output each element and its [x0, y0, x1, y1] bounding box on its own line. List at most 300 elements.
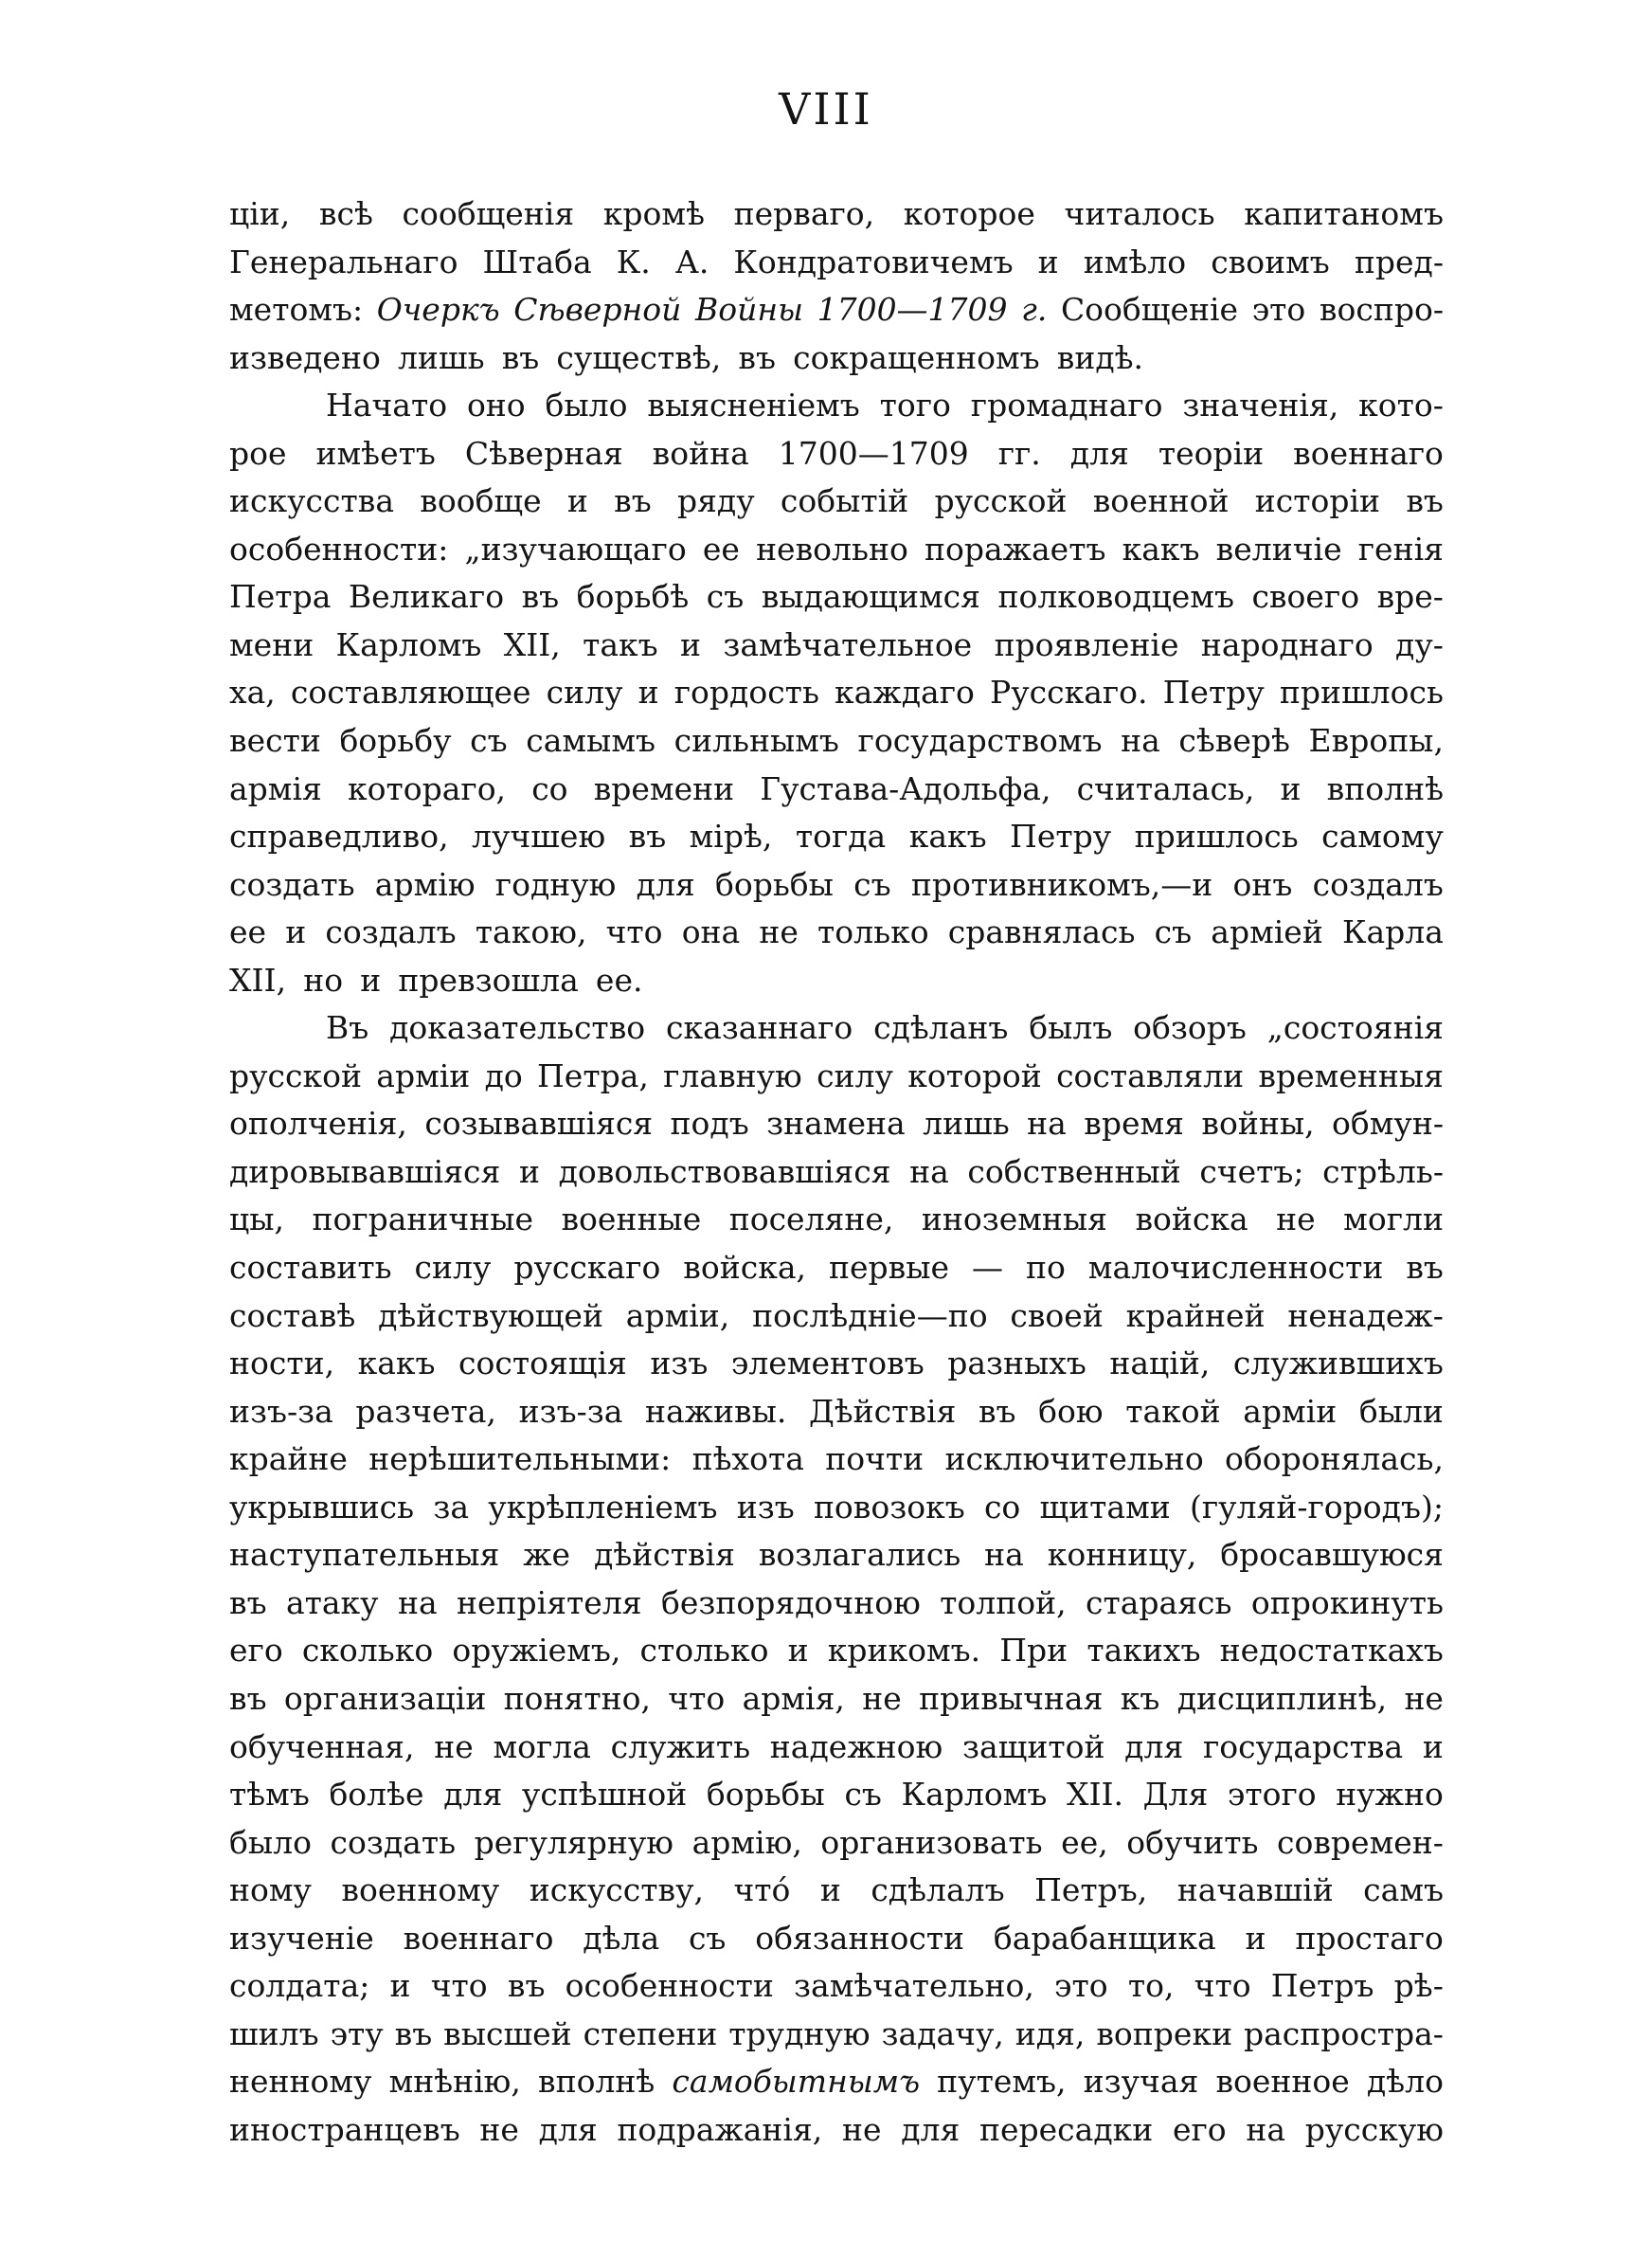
word: въ: [229, 1679, 267, 1717]
word: выдающимся: [761, 578, 980, 616]
word: военному: [341, 1871, 500, 1909]
word: первые: [828, 1249, 950, 1287]
word: которое: [903, 195, 1035, 232]
word: оружіемъ,: [452, 1632, 621, 1670]
word: вопреки: [1096, 2014, 1233, 2052]
word: военнаго: [403, 1919, 554, 1957]
word: недостаткахъ: [1219, 1632, 1444, 1670]
word: малочисленности: [1087, 1249, 1384, 1287]
word: народнаго: [1200, 625, 1374, 663]
word: ее.: [595, 961, 643, 999]
word: непріятеля: [457, 1583, 642, 1621]
word: замѣчательное: [723, 625, 973, 663]
word: времени: [593, 769, 735, 807]
word: для: [901, 2110, 961, 2148]
word: и: [1422, 1727, 1444, 1765]
word: было: [229, 1823, 312, 1861]
word: имѣло: [1083, 243, 1187, 280]
word: военные: [561, 1201, 702, 1238]
text-line: [229, 717, 1444, 766]
word: ополченія,: [229, 1105, 407, 1143]
word: создалъ: [1312, 865, 1444, 903]
word: самымъ: [526, 722, 655, 760]
word: въ: [1406, 482, 1444, 520]
text-line: [229, 1724, 1444, 1772]
word: Карла: [1341, 913, 1444, 951]
word: видѣ.: [1056, 338, 1144, 376]
word: г.: [1021, 291, 1048, 329]
word: не: [759, 913, 799, 951]
word: иноземныя: [921, 1201, 1107, 1238]
word: счетъ;: [1199, 1152, 1304, 1190]
word: Генеральнаго: [229, 243, 458, 280]
word: сказаннаго: [665, 1009, 853, 1047]
word: барабанщика: [993, 1919, 1216, 1957]
word: элементовъ: [730, 1345, 925, 1382]
word: ности,: [229, 1345, 335, 1382]
word: ду-: [1395, 625, 1444, 663]
text-line: [229, 1292, 1444, 1341]
word: дѣло: [1366, 2063, 1444, 2101]
word: временныя: [1258, 1056, 1444, 1094]
word: считалась,: [1076, 769, 1255, 807]
text-line: [229, 1771, 1444, 1819]
word: исключительно: [944, 1440, 1204, 1478]
word: нужно: [1336, 1776, 1444, 1814]
word: военнаго: [1293, 434, 1444, 472]
word: же: [523, 1536, 571, 1574]
word: послѣдніе—по: [752, 1296, 988, 1334]
word: генія: [1357, 530, 1444, 568]
word: успѣшной: [521, 1776, 688, 1814]
word: составить: [229, 1249, 392, 1287]
word: задачу,: [881, 2014, 1004, 2052]
word: и: [819, 1871, 841, 1909]
word: и: [518, 1152, 540, 1190]
text-line: [229, 1196, 1444, 1244]
word: подъ: [670, 1105, 749, 1143]
word: оно: [466, 387, 526, 424]
word: XII,: [229, 961, 287, 999]
word: пересадки: [979, 2110, 1154, 2148]
text-line: [229, 1484, 1444, 1532]
word: въ: [628, 818, 667, 856]
word: разныхъ: [947, 1345, 1086, 1382]
word: въ: [229, 1583, 267, 1621]
word: Сѣверная: [464, 434, 623, 472]
word: событій: [780, 482, 909, 520]
word: сокращенномъ: [793, 338, 1040, 376]
word: пришлось: [1134, 818, 1299, 856]
word: Начато: [326, 387, 448, 424]
word: всѣ: [318, 195, 373, 232]
word: эту: [330, 2014, 384, 2052]
word: организаціи: [283, 1679, 487, 1717]
text-line: [229, 1053, 1444, 1101]
word: для: [1069, 434, 1129, 472]
text-line: [229, 766, 1444, 814]
word: вре-: [1376, 578, 1444, 616]
word: русскую: [1304, 2110, 1444, 2148]
text-line: [229, 1004, 1444, 1053]
word: арміи: [376, 1056, 471, 1094]
word: мірѣ,: [689, 818, 773, 856]
word: на: [984, 1536, 1024, 1574]
word: сколько: [301, 1632, 434, 1670]
word: Петру: [1010, 818, 1112, 856]
word: Великаго: [348, 578, 505, 616]
word: XII,: [503, 625, 561, 663]
word: не: [1276, 1201, 1316, 1238]
word: былъ: [1029, 1009, 1113, 1047]
word: за: [433, 1488, 470, 1526]
word: проявленіе: [994, 625, 1179, 663]
word: служившихъ: [1232, 1345, 1444, 1382]
word: не: [479, 2110, 519, 2148]
word: Русскаго.: [989, 674, 1148, 712]
word: капитаномъ: [1244, 195, 1444, 232]
word: арміей: [1211, 913, 1323, 951]
text-line: [229, 1100, 1444, 1148]
word: самому: [1321, 818, 1444, 856]
word: войска: [1135, 1201, 1248, 1238]
word: повозокъ: [813, 1488, 965, 1526]
word: арміи: [1243, 1392, 1338, 1430]
word: арміи,: [625, 1296, 730, 1334]
word: до: [484, 1056, 523, 1094]
word: котораго,: [347, 769, 507, 807]
word: для: [636, 865, 695, 903]
word: не: [841, 2110, 882, 2148]
word: теоріи: [1158, 434, 1265, 472]
text-line: [229, 1867, 1444, 1915]
word: понятно,: [503, 1679, 651, 1717]
word: и: [787, 1632, 809, 1670]
word: гордость: [673, 674, 819, 712]
text-line: [229, 1435, 1444, 1484]
word: создать: [229, 865, 355, 903]
word: изъ: [650, 1345, 709, 1382]
word: для: [443, 1776, 503, 1814]
word: было: [545, 387, 628, 424]
word: сдѣлалъ: [871, 1871, 1005, 1909]
word: особенности: [565, 1967, 774, 2005]
word: съ: [470, 722, 508, 760]
word: этого: [1227, 1776, 1317, 1814]
word: изъ-за: [229, 1392, 333, 1430]
word: Петра,: [537, 1056, 649, 1094]
word: Штаба: [482, 243, 592, 280]
word: дировывавшіяся: [229, 1152, 501, 1190]
word: обученная,: [229, 1727, 415, 1765]
word: борьбѣ: [576, 578, 690, 616]
word: его: [229, 1632, 283, 1670]
word: на: [1027, 1105, 1067, 1143]
word: оборонялась,: [1225, 1440, 1444, 1478]
word: довольствовавшіяся: [558, 1152, 891, 1190]
word: особенности:: [229, 530, 449, 568]
word: войска,: [683, 1249, 807, 1287]
word: русской: [229, 1056, 362, 1094]
body-text: [229, 190, 1444, 2154]
word: борьбы: [714, 865, 834, 903]
word: изъ-за: [518, 1392, 623, 1430]
text-line: [229, 1148, 1444, 1197]
word: что: [430, 1967, 488, 2005]
word: наживы.: [644, 1392, 787, 1430]
word: въ: [394, 2014, 433, 2052]
text-line: [229, 1962, 1444, 2011]
word: съ: [853, 865, 891, 903]
word: начавшій: [1176, 1871, 1334, 1909]
word: со: [983, 1488, 1021, 1526]
word: годную: [494, 865, 617, 903]
word: война: [652, 434, 749, 472]
word: Сѣверной: [513, 291, 682, 329]
word: пред-: [1354, 243, 1444, 280]
word: превзошла: [398, 961, 579, 999]
word: и: [1280, 769, 1302, 807]
word: солдата;: [229, 1967, 370, 2005]
word: дисциплинѣ,: [1176, 1679, 1388, 1717]
word: разчета,: [355, 1392, 496, 1430]
word: только: [817, 913, 929, 951]
text-line: [229, 1915, 1444, 1963]
word: рое: [229, 434, 287, 472]
word: составѣ: [229, 1296, 356, 1334]
text-line: [229, 1819, 1444, 1868]
word: сообщенія: [402, 195, 575, 232]
text-line: [229, 573, 1444, 622]
word: ціи,: [229, 195, 291, 232]
word: силу: [817, 1056, 893, 1094]
word: исторіи: [1254, 482, 1381, 520]
word: крайней: [1125, 1296, 1266, 1334]
word: и: [360, 961, 382, 999]
word: привычная: [919, 1679, 1104, 1717]
word: противникомъ,—и: [910, 865, 1213, 903]
word: служить: [610, 1727, 751, 1765]
word: Въ: [326, 1009, 369, 1047]
text-line: [229, 622, 1444, 670]
text-line: [229, 861, 1444, 910]
word: лишь: [923, 1105, 1010, 1143]
word: искусства: [229, 482, 394, 520]
word: замѣчательно,: [794, 1967, 1034, 2005]
word: щитами: [1039, 1488, 1171, 1526]
word: простаго: [1295, 1919, 1444, 1957]
word: К.: [616, 243, 651, 280]
word: полководцемъ: [997, 578, 1234, 616]
word: подражанія,: [617, 2110, 823, 2148]
word: изучая: [1083, 2063, 1199, 2101]
text-line: [229, 1388, 1444, 1436]
word: изученіе: [229, 1919, 374, 1957]
text-line: [229, 1340, 1444, 1388]
word: „изучающаго: [464, 530, 687, 568]
word: не: [434, 1727, 474, 1765]
word: кромѣ: [602, 195, 705, 232]
word: это: [1054, 1967, 1108, 2005]
word: надежною: [769, 1727, 943, 1765]
word: пришлось: [1279, 674, 1444, 712]
word: Очеркъ: [376, 291, 500, 329]
word: организовать: [820, 1823, 1043, 1861]
word: ее,: [1061, 1823, 1108, 1861]
word: силу: [414, 1249, 492, 1287]
word: сильнымъ: [673, 722, 839, 760]
word: въ: [521, 578, 560, 616]
text-line: [229, 1627, 1444, 1675]
word: борьбы: [706, 1776, 825, 1814]
word: пограничные: [312, 1201, 533, 1238]
word: доказательство: [389, 1009, 646, 1047]
word: на: [1121, 722, 1160, 760]
text-line: [229, 2058, 1444, 2106]
word: имѣетъ: [315, 434, 436, 472]
word: Для: [1142, 1776, 1209, 1814]
word: справедливо,: [229, 818, 449, 856]
word: Карломъ: [901, 1776, 1048, 1814]
word: степени: [583, 2014, 718, 2052]
word: русскаго: [513, 1249, 661, 1287]
word: укрѣпленіемъ: [488, 1488, 718, 1526]
word: 1700—1709: [778, 434, 969, 472]
text-line: [229, 669, 1444, 717]
word: къ: [1120, 1679, 1160, 1717]
word: сдѣланъ: [873, 1009, 1009, 1047]
text-line: [229, 1675, 1444, 1724]
word: распростра-: [1243, 2014, 1444, 2052]
word: состоящія: [458, 1345, 627, 1382]
word: „состоянія: [1266, 1009, 1444, 1047]
word: того: [879, 387, 951, 424]
word: регулярную: [474, 1823, 674, 1861]
word: бою: [1038, 1392, 1104, 1430]
word: Сообщеніе: [1060, 291, 1239, 329]
word: невольно: [756, 530, 908, 568]
word: Петръ: [1270, 1967, 1374, 2005]
word: со: [531, 769, 568, 807]
word: армія: [229, 769, 322, 807]
word: крайне: [229, 1440, 348, 1478]
word: на: [1246, 2110, 1286, 2148]
text-line: [229, 239, 1444, 287]
word: это: [1251, 291, 1306, 329]
text-line: [229, 2106, 1444, 2155]
text-line: [229, 430, 1444, 478]
word: искусству,: [529, 1871, 705, 1909]
word: армію,: [691, 1823, 802, 1861]
word: мени: [229, 625, 314, 663]
word: выясненіемъ: [647, 387, 860, 424]
word: ненадеж-: [1287, 1296, 1444, 1334]
word: и: [637, 674, 659, 712]
word: возлагались: [758, 1536, 961, 1574]
word: наступательныя: [229, 1536, 500, 1574]
word: какъ: [357, 1345, 436, 1382]
word: тогда: [795, 818, 887, 856]
word: и: [389, 1967, 411, 2005]
word: защитой: [961, 1727, 1105, 1765]
word: съ: [688, 1919, 727, 1957]
word: шилъ: [229, 2014, 319, 2052]
text-line: [229, 1580, 1444, 1628]
word: создалъ: [325, 913, 457, 951]
word: вполнѣ: [538, 2063, 655, 2101]
word: величіе: [1215, 530, 1342, 568]
word: не: [862, 1679, 902, 1717]
word: какъ: [1122, 530, 1200, 568]
word: сравнялась: [947, 913, 1136, 951]
word: ха,: [229, 674, 276, 712]
word: почти: [825, 1440, 925, 1478]
word: созывавшіяся: [424, 1105, 654, 1143]
word: толпой,: [940, 1583, 1067, 1621]
text-line: [229, 526, 1444, 574]
word: и: [285, 913, 307, 951]
word: пѣхота: [691, 1440, 804, 1478]
word: и: [1245, 1919, 1266, 1957]
word: такъ: [583, 625, 658, 663]
word: и: [566, 482, 588, 520]
word: такой: [1125, 1392, 1221, 1430]
word: высшей: [443, 2014, 572, 2052]
word: Карломъ: [335, 625, 482, 663]
word: трудную: [728, 2014, 871, 2052]
word: военное: [1215, 2063, 1350, 2101]
word: изъ: [736, 1488, 795, 1526]
word: Петръ,: [1034, 1871, 1148, 1909]
text-line: [229, 382, 1444, 430]
word: государства: [1203, 1727, 1404, 1765]
word: поражаетъ: [924, 530, 1106, 568]
word: своего: [1251, 578, 1360, 616]
word: на: [397, 1583, 438, 1621]
word: такихъ: [1086, 1632, 1201, 1670]
word: обмун-: [1332, 1105, 1444, 1143]
word: столько: [639, 1632, 769, 1670]
word: въ: [507, 1967, 546, 2005]
text-line: [229, 1531, 1444, 1580]
word: націй,: [1109, 1345, 1211, 1382]
word: современ-: [1276, 1823, 1444, 1861]
word: обзоръ: [1133, 1009, 1247, 1047]
word: дѣйствующей: [378, 1296, 603, 1334]
word: сѣверѣ: [1178, 722, 1290, 760]
word: 1700—1709: [817, 291, 1008, 329]
word: гг.: [997, 434, 1041, 472]
word: конницу,: [1047, 1536, 1197, 1574]
word: самобытнымъ: [672, 2063, 921, 2101]
word: ряду: [676, 482, 755, 520]
word: самъ: [1363, 1871, 1444, 1909]
word: значенія,: [1182, 387, 1339, 424]
word: съ: [844, 1776, 882, 1814]
word: лучшею: [472, 818, 606, 856]
word: что́: [733, 1871, 791, 1909]
word: ее: [702, 530, 740, 568]
word: то,: [1127, 1967, 1175, 2005]
word: кото-: [1358, 387, 1444, 424]
word: для: [538, 2110, 598, 2148]
word: съ: [1154, 913, 1193, 951]
word: которой: [907, 1056, 1042, 1094]
text-line: [229, 190, 1444, 239]
word: ненному: [229, 2063, 372, 2101]
text-line: [229, 334, 1444, 383]
word: идя,: [1015, 2014, 1086, 2052]
